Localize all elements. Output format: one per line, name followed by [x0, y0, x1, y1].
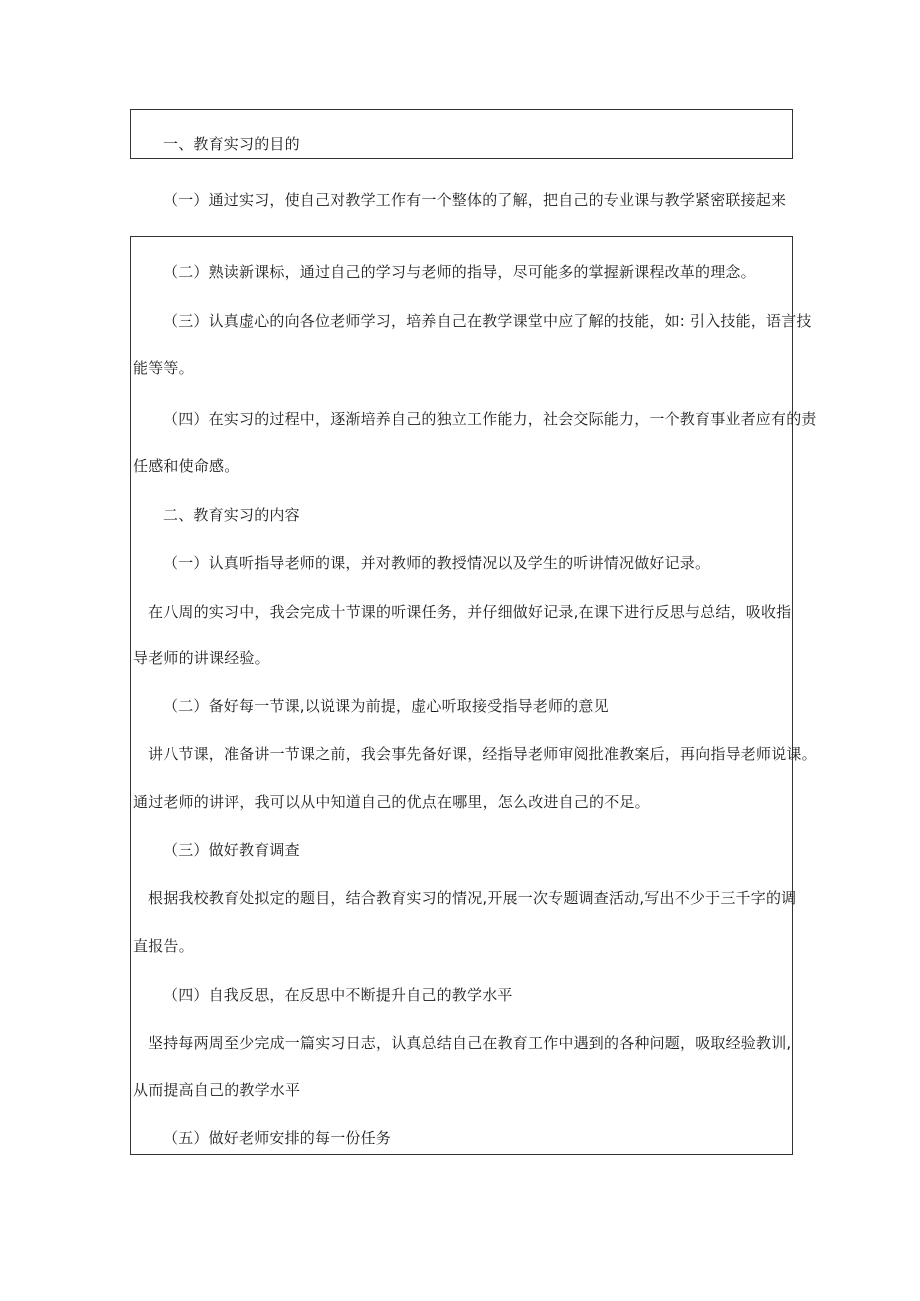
content-item-2: （二）备好每一节课,以说课为前提，虚心听取接受指导老师的意见	[163, 697, 609, 715]
content-item-4-detail: 坚持每两周至少完成一篇实习日志，认真总结自己在教育工作中遇到的各种问题，吸取经验教训,	[148, 1034, 792, 1052]
purpose-item-3: （三）认真虚心的向各位老师学习，培养自己在教学课堂中应了解的技能，如: 引入技能，语言技	[163, 312, 812, 330]
content-item-4: （四）自我反思，在反思中不断提升自己的教学水平	[163, 986, 513, 1004]
content-item-1-detail-cont: 导老师的讲课经验。	[133, 649, 270, 667]
content-item-3-detail-cont: 直报告。	[133, 937, 194, 955]
section-heading-content: 二、教育实习的内容	[163, 506, 300, 524]
content-item-1-detail: 在八周的实习中，我会完成十节课的听课任务，并仔细做好记录,在课下进行反思与总结，吸收指	[148, 603, 792, 621]
content-item-4-detail-cont: 从而提高自己的教学水平	[133, 1081, 301, 1099]
section-heading-purpose: 一、教育实习的目的	[163, 135, 300, 153]
content-item-3-detail: 根据我校教育处拟定的题目，结合教育实习的情况,开展一次专题调查活动,写出不少于三千字的调	[148, 889, 797, 907]
content-item-3: （三）做好教育调查	[163, 841, 300, 859]
purpose-item-4-cont: 任感和使命感。	[133, 457, 240, 475]
content-item-1: （一）认真听指导老师的课，并对教师的教授情况以及学生的听讲情况做好记录。	[163, 554, 711, 572]
purpose-item-4: （四）在实习的过程中，逐渐培养自己的独立工作能力，社会交际能力，一个教育事业者应有的责	[163, 410, 817, 428]
purpose-item-3-cont: 能等等。	[133, 359, 194, 377]
content-item-5: （五）做好老师安排的每一份任务	[163, 1129, 392, 1147]
content-item-2-detail-cont: 通过老师的讲评，我可以从中知道自己的优点在哪里，怎么改进自己的不足。	[133, 793, 650, 811]
purpose-item-1: （一）通过实习，使自己对教学工作有一个整体的了解，把自己的专业课与教学紧密联接起来	[163, 191, 787, 209]
purpose-item-2: （二）熟读新课标，通过自己的学习与老师的指导，尽可能多的掌握新课程改革的理念。	[163, 263, 756, 281]
content-item-2-detail: 讲八节课，准备讲一节课之前，我会事先备好课，经指导老师审阅批准教案后，再向指导老师说课。	[148, 745, 817, 763]
